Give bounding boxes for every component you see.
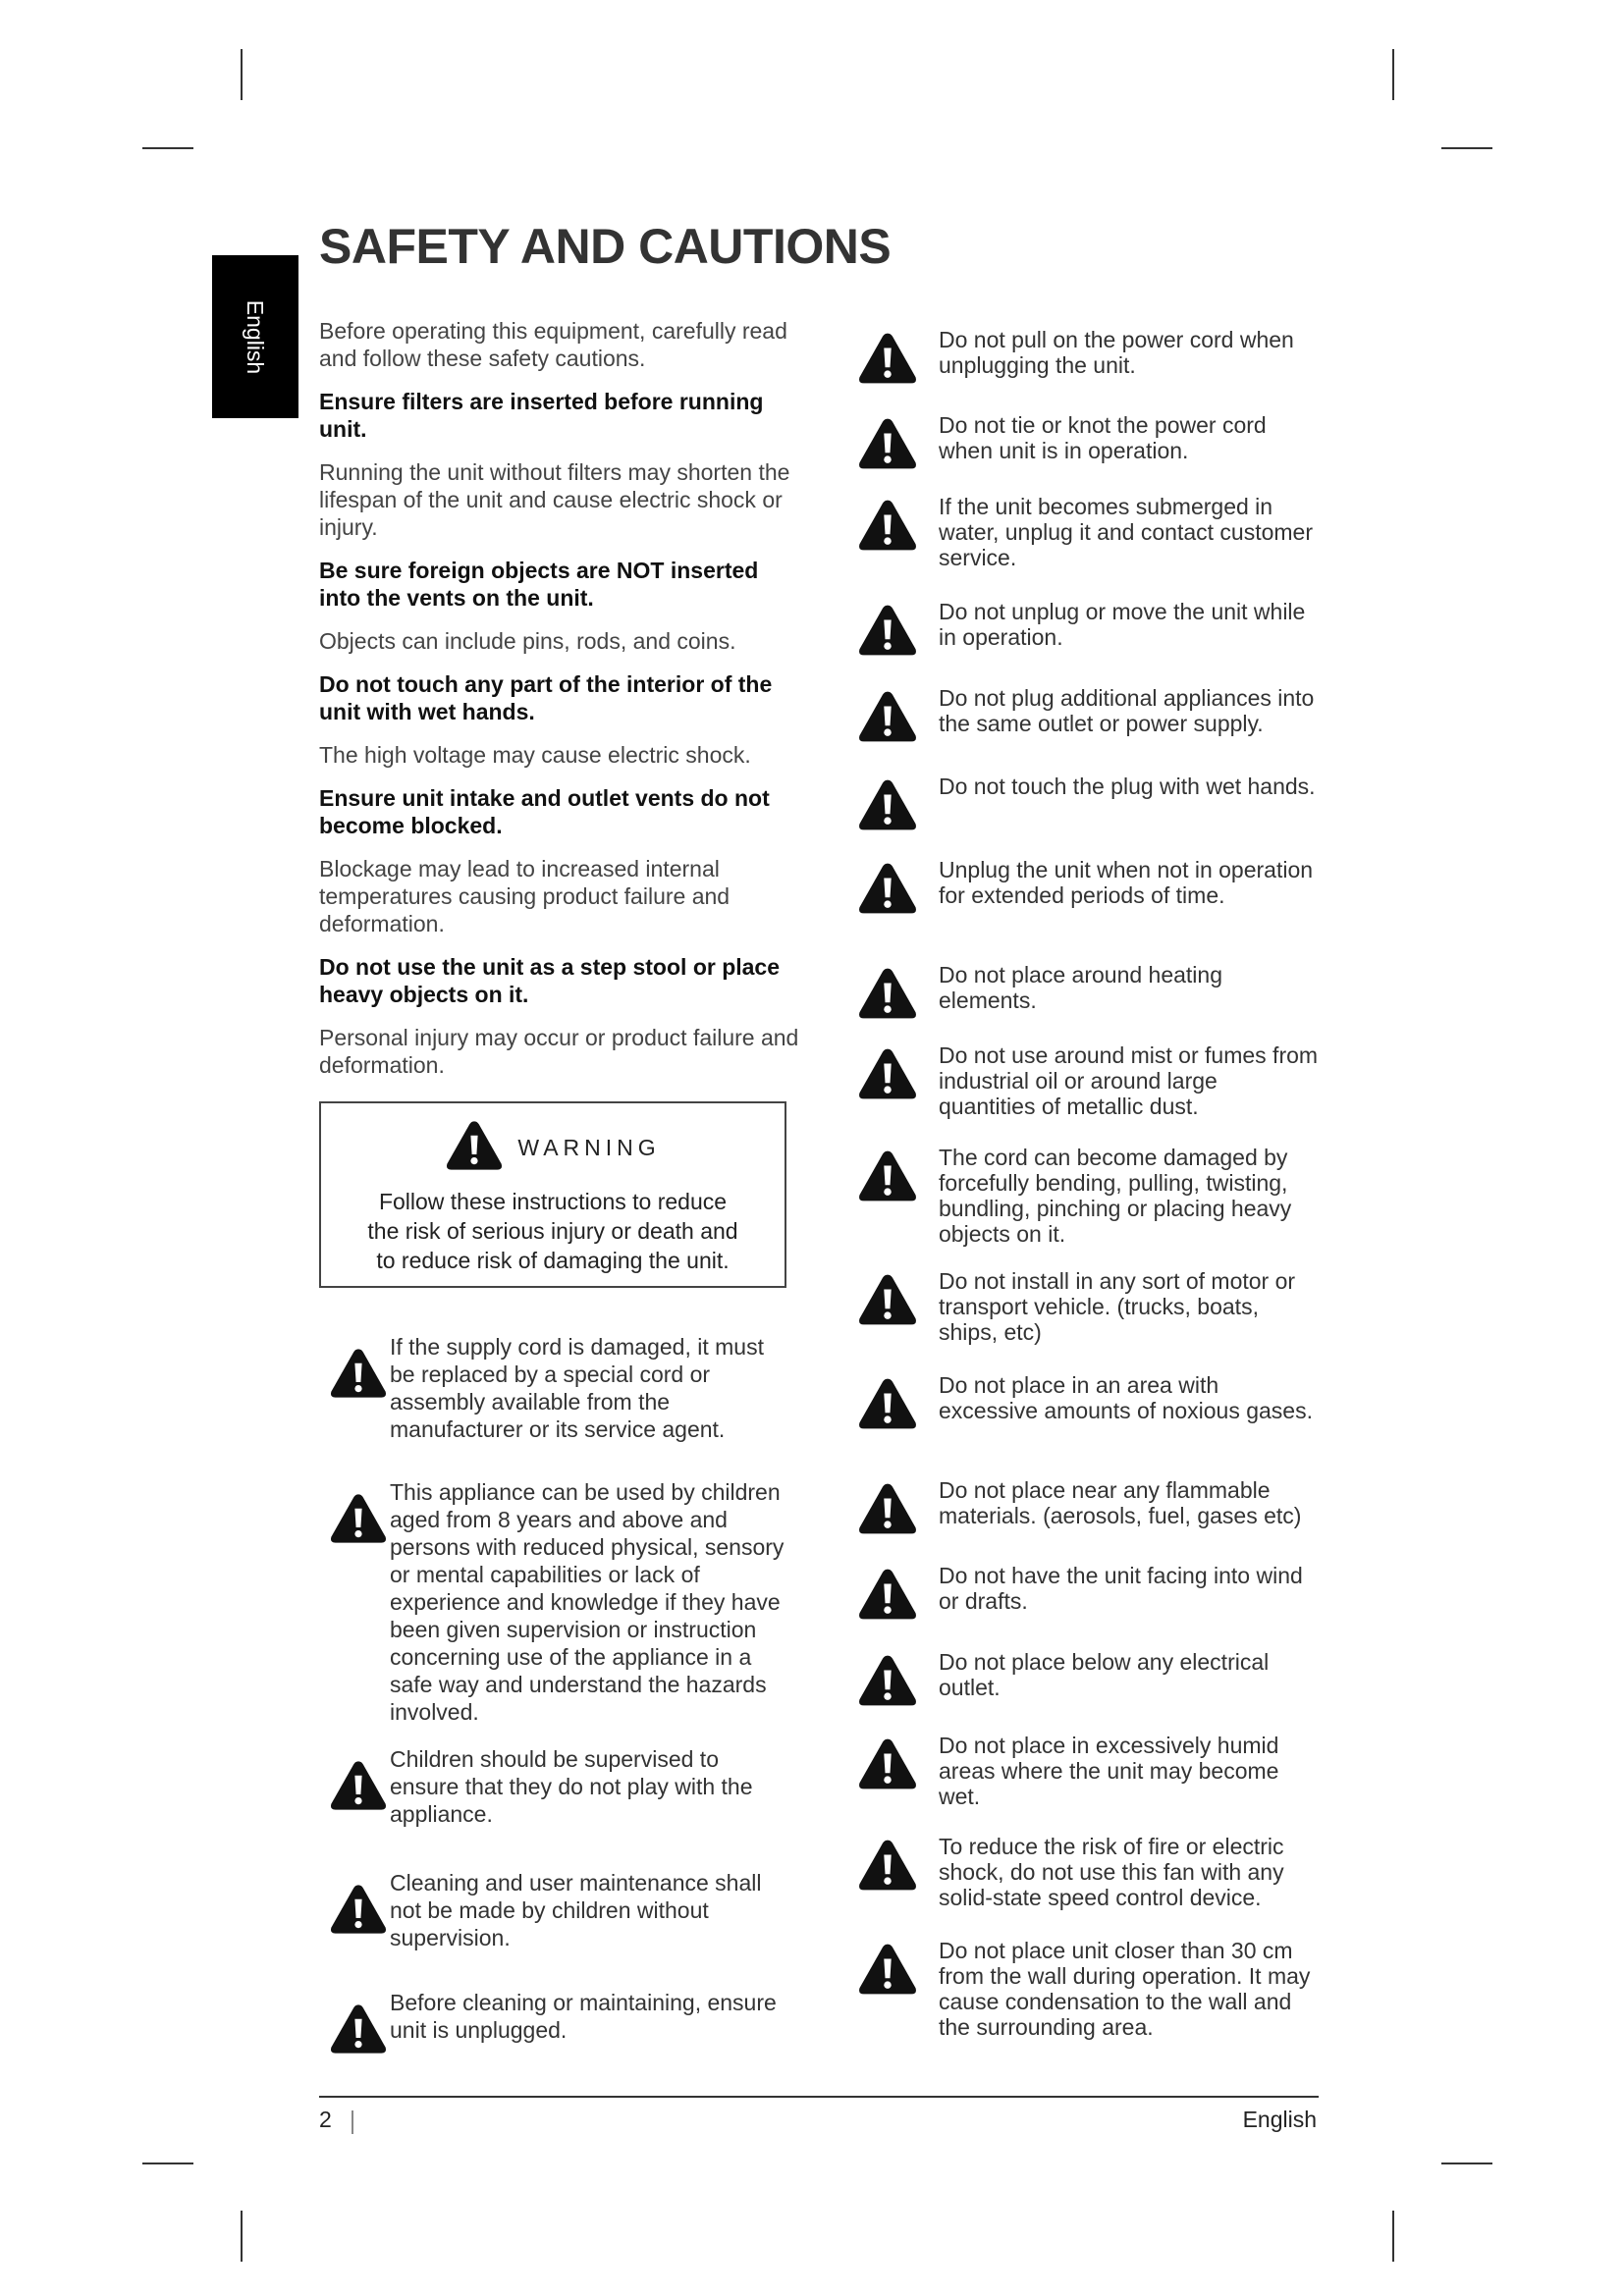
- caution-heading: Ensure filters are inserted before running unit.: [319, 389, 764, 442]
- warning-item: [857, 1733, 1319, 1809]
- caution-text: Before operating this equipment, carefully read and follow these safety cautions.: [319, 318, 787, 371]
- warning-item: [329, 1478, 790, 1726]
- warning-item: [329, 1869, 790, 1951]
- warning-item: [857, 1268, 1319, 1345]
- warning-item-text: Do not place below any electrical outlet.: [939, 1649, 1270, 1700]
- warning-item: [857, 599, 1319, 663]
- warning-triangle-icon: [857, 1563, 939, 1627]
- warning-triangle-icon: [329, 1989, 390, 2060]
- warning-item-text: Do not unplug or move the unit while in operation.: [939, 599, 1306, 650]
- warning-item-text: Do not place around heating elements.: [939, 962, 1222, 1013]
- warning-text: Follow these instructions to reduce the risk of serious injury or death and to reduce risk of damaging the unit.: [367, 1189, 738, 1273]
- warning-triangle-icon: [857, 1477, 939, 1541]
- warning-triangle-icon: [857, 1268, 939, 1345]
- warning-triangle-icon: [857, 857, 939, 921]
- warning-triangle-icon: [329, 1869, 390, 1951]
- warning-box: [319, 1101, 786, 1288]
- warning-triangle-icon: [857, 774, 939, 837]
- page-title: SAFETY AND CAUTIONS: [319, 219, 892, 274]
- warning-triangle-icon: [329, 1478, 390, 1726]
- warning-item-text: Do not place in an area with excessive amounts of noxious gases.: [939, 1372, 1313, 1423]
- warning-item-text: The cord can become damaged by forcefully bending, pulling, twisting, bundling, pinching or placing heavy objects on it.: [939, 1145, 1292, 1247]
- warning-triangle-icon: [329, 1333, 390, 1443]
- warning-item-text: If the unit becomes submerged in water, unplug it and contact customer service.: [939, 494, 1313, 570]
- warning-item: [857, 1145, 1319, 1247]
- warning-heading: WARNING: [517, 1135, 661, 1160]
- warning-item-text: To reduce the risk of fire or electric shock, do not use this fan with any solid-state speed control device.: [939, 1834, 1284, 1910]
- caution-text: Personal injury may occur or product failure and deformation.: [319, 1025, 799, 1078]
- warning-heading-row: [321, 1119, 785, 1177]
- warning-triangle-icon: [857, 327, 939, 391]
- caution-text: Running the unit without filters may shorten the lifespan of the unit and cause electric shock or injury.: [319, 459, 790, 540]
- warning-item-text: Do not touch the plug with wet hands.: [939, 774, 1316, 799]
- crop-mark: [241, 2211, 243, 2262]
- warning-triangle-icon: [857, 494, 939, 570]
- warning-item-text: Do not place near any flammable materials. (aerosols, fuel, gases etc): [939, 1477, 1302, 1528]
- warning-triangle-icon: [445, 1119, 504, 1177]
- caution-heading: Be sure foreign objects are NOT inserted into the vents on the unit.: [319, 558, 759, 611]
- warning-item: [857, 1563, 1319, 1627]
- caution-text: Objects can include pins, rods, and coins.: [319, 628, 736, 654]
- warning-triangle-icon: [329, 1745, 390, 1828]
- warning-item: [857, 1372, 1319, 1436]
- warning-item: [857, 962, 1319, 1026]
- language-tab: [212, 255, 298, 418]
- warning-item-text: Do not place in excessively humid areas where the unit may become wet.: [939, 1733, 1279, 1809]
- warning-triangle-icon: [857, 1733, 939, 1809]
- crop-mark: [142, 2163, 193, 2164]
- warning-item: [857, 774, 1319, 837]
- warning-item-text: Before cleaning or maintaining, ensure unit is unplugged.: [390, 1990, 777, 2043]
- warning-item-text: Do not use around mist or fumes from industrial oil or around large quantities of metallic dust.: [939, 1042, 1319, 1119]
- warning-item-text: Do not pull on the power cord when unplugging the unit.: [939, 327, 1294, 378]
- crop-mark: [142, 147, 193, 149]
- warning-triangle-icon: [857, 1834, 939, 1910]
- warning-item-text: Do not have the unit facing into wind or drafts.: [939, 1563, 1303, 1614]
- warning-triangle-icon: [857, 1372, 939, 1436]
- crop-mark: [1392, 2211, 1394, 2262]
- warning-triangle-icon: [857, 1938, 939, 2040]
- language-tab-label: English: [243, 299, 269, 374]
- caution-heading: Do not touch any part of the interior of the unit with wet hands.: [319, 671, 773, 724]
- warning-item: [329, 1745, 790, 1828]
- warning-item: [857, 857, 1319, 921]
- page-number-separator: [352, 2110, 353, 2134]
- warning-item-text: This appliance can be used by children aged from 8 years and above and persons with reduced physical, sensory or mental capabilities or lack of experience and knowledge if they have been given supervision or instruction concerning use of the appliance in a safe way and understand the hazards involved.: [390, 1479, 785, 1725]
- footer-divider: [319, 2096, 1319, 2098]
- crop-mark: [1441, 2163, 1492, 2164]
- warning-triangle-icon: [857, 412, 939, 476]
- warning-item: [857, 327, 1319, 391]
- caution-text: The high voltage may cause electric shock.: [319, 742, 751, 768]
- footer-language: English: [1242, 2107, 1317, 2132]
- warning-item: [857, 1834, 1319, 1910]
- warning-triangle-icon: [857, 599, 939, 663]
- warning-item: [857, 1477, 1319, 1541]
- warning-item-text: Do not plug additional appliances into the same outlet or power supply.: [939, 685, 1315, 736]
- warning-triangle-icon: [857, 1649, 939, 1713]
- warning-item-text: Children should be supervised to ensure that they do not play with the appliance.: [390, 1746, 753, 1827]
- warning-item: [857, 1042, 1319, 1119]
- caution-text: Blockage may lead to increased internal temperatures causing product failure and deformation.: [319, 856, 731, 936]
- warning-item: [329, 1333, 790, 1443]
- left-column: [319, 317, 800, 1095]
- warning-item: [857, 494, 1319, 570]
- warning-item: [857, 685, 1319, 749]
- warning-item-text: If the supply cord is damaged, it must be replaced by a special cord or assembly available from the manufacturer or its service agent.: [390, 1334, 764, 1442]
- caution-heading: Ensure unit intake and outlet vents do not become blocked.: [319, 785, 770, 838]
- crop-mark: [1392, 49, 1394, 100]
- warning-triangle-icon: [857, 1042, 939, 1119]
- warning-triangle-icon: [857, 1145, 939, 1247]
- crop-mark: [1441, 147, 1492, 149]
- warning-item-text: Do not tie or knot the power cord when unit is in operation.: [939, 412, 1267, 463]
- warning-item: [857, 412, 1319, 476]
- warning-item-text: Do not install in any sort of motor or transport vehicle. (trucks, boats, ships, etc): [939, 1268, 1296, 1345]
- page-number: 2: [319, 2107, 332, 2132]
- warning-item-text: Unplug the unit when not in operation for extended periods of time.: [939, 857, 1314, 908]
- caution-heading: Do not use the unit as a step stool or place heavy objects on it.: [319, 954, 781, 1007]
- crop-mark: [241, 49, 243, 100]
- warning-triangle-icon: [857, 962, 939, 1026]
- warning-item: [857, 1649, 1319, 1713]
- warning-item: [857, 1938, 1319, 2040]
- warning-triangle-icon: [857, 685, 939, 749]
- warning-item: [329, 1989, 790, 2060]
- warning-item-text: Do not place unit closer than 30 cm from the wall during operation. It may cause condensation to the wall and the surrounding area.: [939, 1938, 1311, 2040]
- warning-item-text: Cleaning and user maintenance shall not be made by children without supervision.: [390, 1870, 762, 1950]
